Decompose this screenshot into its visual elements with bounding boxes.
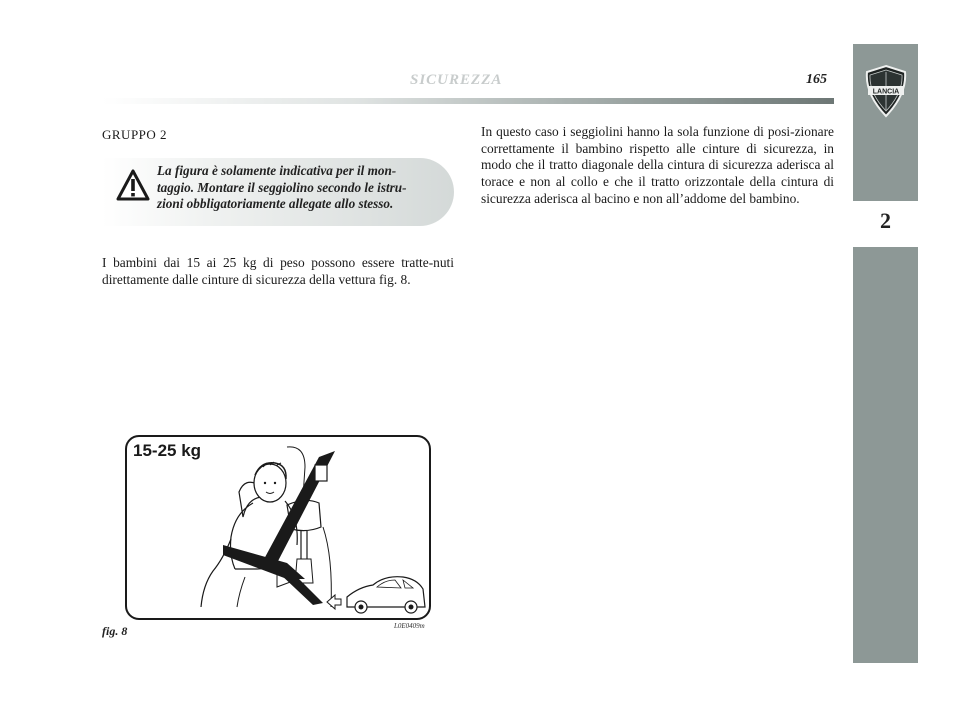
running-header-title: SICUREZZA [410,72,503,88]
child-seat-illustration [127,437,429,618]
warning-line: zioni obbligatoriamente allegate allo stesso. [157,196,394,211]
page-number: 165 [806,72,827,87]
lancia-logo-icon [863,64,909,118]
chapter-sidebar [853,44,918,663]
figure-caption: fig. 8 [102,624,128,638]
figure-frame [125,435,431,620]
body-paragraph-left: I bambini dai 15 ai 25 kg di peso possono essere tratte-nuti direttamente dalle cinture di sicurezza della vettura fig. 8. [102,255,454,287]
warning-line: taggio. Montare il seggiolino secondo le istru- [157,179,407,195]
chapter-number: 2 [880,208,891,233]
weight-range-label: 15-25 kg [133,441,202,460]
warning-box [102,158,454,226]
header-rule [102,98,834,104]
warning-triangle-icon [116,169,150,201]
warning-line: La figura è solamente indicativa per il mon- [157,163,397,178]
figure-code: L0E0409m [394,622,425,630]
section-heading: GRUPPO 2 [102,127,168,142]
sidebar-bottom-band [853,247,918,663]
body-paragraph-right: In questo caso i seggiolini hanno la sola funzione di posi-zionare correttamente il bambino rispetto alle cinture di sicurezza, in modo che il tratto diagonale della cintura di sicurezza aderisca al torace e non al collo e che il tratto orizzontale della cintura di sicurezza aderisca al bacino e non all’addome del bambino. [481,124,834,206]
warning-text [157,163,447,213]
logo-text: LANCIA [872,88,900,96]
